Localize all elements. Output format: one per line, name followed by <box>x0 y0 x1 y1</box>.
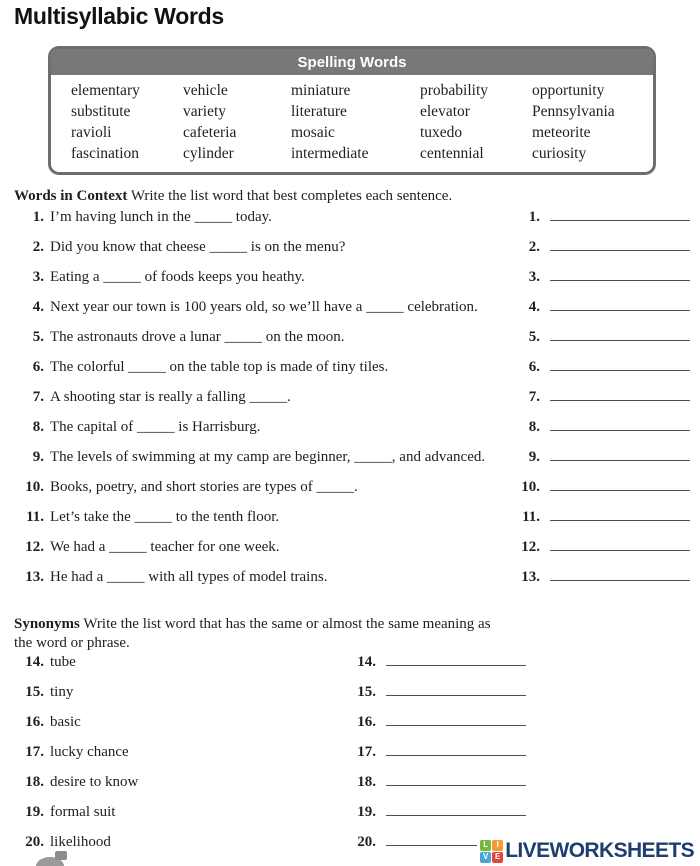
synonym-item <box>14 713 554 743</box>
spelling-word: substitute <box>71 103 131 120</box>
answer-line[interactable] <box>550 208 690 221</box>
answer-number: 6. <box>528 359 540 375</box>
item-phrase: desire to know <box>50 774 139 790</box>
answer-line[interactable] <box>550 238 690 251</box>
item-number: 19. <box>25 804 44 820</box>
item-number: 5. <box>32 329 44 345</box>
item-number: 15. <box>25 684 44 700</box>
answer-number: 7. <box>528 389 540 405</box>
context-item <box>14 538 692 568</box>
context-item <box>14 478 692 508</box>
spelling-word: elevator <box>420 103 470 120</box>
answer-line[interactable] <box>550 298 690 311</box>
item-number: 18. <box>25 774 44 790</box>
item-number: 3. <box>32 269 44 285</box>
section-instructions: Write the list word that has the same or almost the same meaning as the word or phrase. <box>14 616 491 651</box>
spelling-word: mosaic <box>291 124 335 141</box>
answer-number: 12. <box>521 539 540 555</box>
answer-line[interactable] <box>550 388 690 401</box>
item-sentence: The capital of _____ is Harrisburg. <box>50 419 261 435</box>
answer-number: 1. <box>528 209 540 225</box>
answer-line[interactable] <box>386 683 526 696</box>
item-number: 6. <box>32 359 44 375</box>
context-item <box>14 508 692 538</box>
answer-number: 16. <box>357 714 376 730</box>
item-number: 9. <box>32 449 44 465</box>
logo-square-v: V <box>480 852 491 863</box>
answer-line[interactable] <box>550 538 690 551</box>
answer-number: 17. <box>357 744 376 760</box>
synonyms-heading <box>14 615 492 653</box>
answer-line[interactable] <box>386 803 526 816</box>
synonym-item <box>14 653 554 683</box>
item-number: 17. <box>25 744 44 760</box>
synonym-items <box>14 653 554 863</box>
item-sentence: I’m having lunch in the _____ today. <box>50 209 272 225</box>
item-number: 16. <box>25 714 44 730</box>
spelling-words-box <box>48 46 656 175</box>
spelling-word: meteorite <box>532 124 591 141</box>
answer-number: 4. <box>528 299 540 315</box>
item-phrase: formal suit <box>50 804 116 820</box>
spelling-word: probability <box>420 82 489 99</box>
answer-line[interactable] <box>550 358 690 371</box>
context-item <box>14 328 692 358</box>
spelling-word: vehicle <box>183 82 228 99</box>
spelling-word: cylinder <box>183 145 234 162</box>
answer-line[interactable] <box>550 508 690 521</box>
words-in-context-heading <box>14 187 674 206</box>
spelling-word: opportunity <box>532 82 605 99</box>
answer-number: 20. <box>357 834 376 850</box>
answer-line[interactable] <box>386 743 526 756</box>
answer-number: 10. <box>521 479 540 495</box>
spelling-word: variety <box>183 103 227 120</box>
item-phrase: tube <box>50 654 76 670</box>
logo-square-e: E <box>492 852 503 863</box>
item-sentence: Eating a _____ of foods keeps you heathy. <box>50 269 305 285</box>
answer-number: 9. <box>528 449 540 465</box>
answer-line[interactable] <box>386 713 526 726</box>
logo-wordmark: LIVEWORKSHEETS <box>505 839 694 862</box>
item-sentence: The astronauts drove a lunar _____ on the moon. <box>50 329 345 345</box>
item-phrase: tiny <box>50 684 74 700</box>
context-item <box>14 568 692 598</box>
logo-square-i: I <box>492 840 503 851</box>
spelling-word: ravioli <box>71 124 112 141</box>
context-item <box>14 298 692 328</box>
spelling-word: curiosity <box>532 145 587 162</box>
item-sentence: He had a _____ with all types of model trains. <box>50 569 328 585</box>
item-sentence: The colorful _____ on the table top is made of tiny tiles. <box>50 359 389 375</box>
answer-line[interactable] <box>550 328 690 341</box>
item-phrase: basic <box>50 714 81 730</box>
logo-square-l: L <box>480 840 491 851</box>
spelling-word: Pennsylvania <box>532 103 615 120</box>
answer-line[interactable] <box>550 568 690 581</box>
item-number: 2. <box>32 239 44 255</box>
context-item <box>14 238 692 268</box>
item-number: 20. <box>25 834 44 850</box>
spelling-word: literature <box>291 103 347 120</box>
item-number: 10. <box>25 479 44 495</box>
answer-line[interactable] <box>550 418 690 431</box>
item-sentence: We had a _____ teacher for one week. <box>50 539 280 555</box>
item-sentence: The levels of swimming at my camp are beginner, _____, and advanced. <box>50 449 486 465</box>
answer-number: 15. <box>357 684 376 700</box>
spelling-word: miniature <box>291 82 351 99</box>
context-item <box>14 208 692 238</box>
item-number: 11. <box>26 509 44 525</box>
item-sentence: Let’s take the _____ to the tenth floor. <box>50 509 280 525</box>
answer-line[interactable] <box>386 773 526 786</box>
answer-number: 19. <box>357 804 376 820</box>
section-title: Synonyms <box>14 616 80 632</box>
item-number: 8. <box>32 419 44 435</box>
item-sentence: Next year our town is 100 years old, so we’ll have a _____ celebration. <box>50 299 478 315</box>
spelling-words-list <box>51 75 653 172</box>
answer-line[interactable] <box>550 448 690 461</box>
spelling-words-header: Spelling Words <box>51 49 653 75</box>
synonym-item <box>14 683 554 713</box>
page-title: Multisyllabic Words <box>14 3 224 29</box>
item-sentence: A shooting star is really a falling _____. <box>50 389 291 405</box>
item-number: 13. <box>25 569 44 585</box>
synonym-item <box>14 833 554 863</box>
context-item <box>14 388 692 418</box>
answer-number: 8. <box>528 419 540 435</box>
liveworksheets-logo <box>477 839 694 863</box>
answer-number: 11. <box>522 509 540 525</box>
item-sentence: Did you know that cheese _____ is on the menu? <box>50 239 346 255</box>
item-number: 1. <box>32 209 44 225</box>
synonym-item <box>14 803 554 833</box>
spelling-word: centennial <box>420 145 484 162</box>
answer-number: 3. <box>528 269 540 285</box>
context-item <box>14 358 692 388</box>
liveworksheets-icon <box>480 840 503 863</box>
answer-number: 14. <box>357 654 376 670</box>
spelling-word: intermediate <box>291 145 369 162</box>
answer-number: 13. <box>521 569 540 585</box>
item-phrase: likelihood <box>50 834 111 850</box>
answer-line[interactable] <box>550 478 690 491</box>
context-item <box>14 418 692 448</box>
cutoff-graphic <box>55 851 67 860</box>
answer-number: 18. <box>357 774 376 790</box>
context-item <box>14 268 692 298</box>
item-number: 12. <box>25 539 44 555</box>
spelling-word: elementary <box>71 82 140 99</box>
synonym-item <box>14 773 554 803</box>
section-title: Words in Context <box>14 188 128 204</box>
answer-number: 2. <box>528 239 540 255</box>
answer-number: 5. <box>528 329 540 345</box>
item-number: 4. <box>32 299 44 315</box>
section-instructions: Write the list word that best completes each sentence. <box>130 188 453 204</box>
answer-line[interactable] <box>386 653 526 666</box>
synonym-item <box>14 743 554 773</box>
context-items <box>14 208 692 598</box>
spelling-word: cafeteria <box>183 124 237 141</box>
spelling-word: fascination <box>71 145 140 162</box>
spelling-word: tuxedo <box>420 124 463 141</box>
item-number: 14. <box>25 654 44 670</box>
item-sentence: Books, poetry, and short stories are types of _____. <box>50 479 358 495</box>
item-number: 7. <box>32 389 44 405</box>
context-item <box>14 448 692 478</box>
answer-line[interactable] <box>550 268 690 281</box>
item-phrase: lucky chance <box>50 744 129 760</box>
